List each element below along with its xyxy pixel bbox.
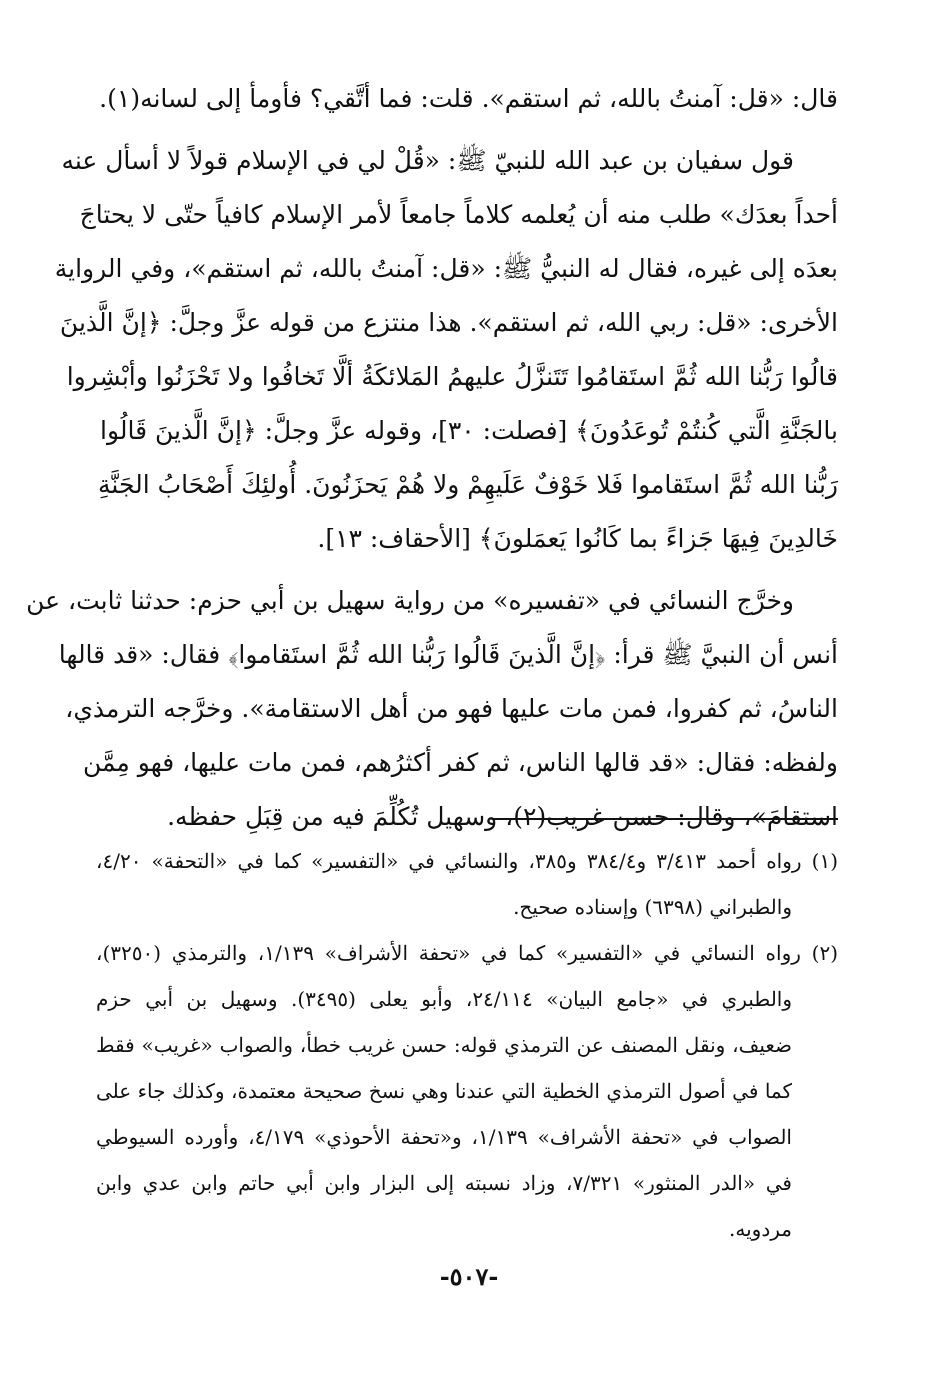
page-number: -٥٠٧- — [439, 1262, 499, 1291]
text-line: رَبُّنا الله ثُمَّ استَقاموا فَلا خَوْفٌ عَلَيهِمْ ولا هُمْ يَحزَنُونَ. أُولئِكَ أَصْحَابُ الجَنَّةِ — [98, 470, 838, 499]
text-line: الأخرى: «قل: ربي الله، ثم استقم». هذا منتزع من قوله عزَّ وجلَّ: ﴿إنَّ الَّذينَ — [59, 308, 838, 337]
footnote-line: في «الدر المنثور» ٧/٣٢١، وزاد نسبته إلى البزار وابن أبي حاتم وابن عدي وابن — [96, 1171, 792, 1195]
text-line: بالجَنَّةِ الَّتي كُنتُمْ تُوعَدُونَ﴾ [فصلت: ٣٠]، وقوله عزَّ وجلَّ: ﴿إنَّ الَّذينَ قَالُوا — [100, 416, 838, 445]
text-line: وخرَّج النسائي في «تفسيره» من رواية سهيل بن أبي حزم: حدثنا ثابت، عن — [26, 586, 794, 615]
text-line: قالُوا رَبُّنا الله ثُمَّ استَقامُوا تَتَنزَّلُ عليهمُ المَلائكَةُ ألَّا تَخافُوا ولا تَحْزَنُوا وأبْشِروا — [66, 362, 838, 391]
paragraph — [54, 134, 838, 566]
text-line: خَالدِينَ فِيهَا جَزاءً بما كَانُوا يَعمَلونَ﴾ [الأحقاف: ١٣]. — [317, 524, 838, 553]
text-line: الناسُ، ثم كفروا، فمن مات عليها فهو من أهل الاستقامة». وخرَّجه الترمذي، — [65, 694, 838, 723]
footnote-line: (٢) رواه النسائي في «التفسير» كما في «تحفة الأشراف» ١/١٣٩، والترمذي (٣٢٥٠)، — [96, 941, 838, 965]
paragraph-gap — [100, 566, 838, 574]
text-line: بعدَه إلى غيره، فقال له النبيُّ ﷺ: «قل: آمنتُ بالله، ثم استقم»، وفي الرواية — [54, 254, 838, 283]
footnote-line: (١) رواه أحمد ٣/٤١٣ و٣٨٤/٤ و٣٨٥، والنسائي في «التفسير» كما في «التحفة» ٤/٢٠، — [96, 849, 838, 873]
text-line: استقامَ»، وقال: حسن غريب(٢)، وسهيل تُكُلِّمَ فيه من قِبَلِ حفظه. — [167, 802, 838, 831]
text-line: أنس أن النبيَّ ﷺ قرأ: ﴿إنَّ الَّذينَ قَالُوا رَبُّنا الله ثُمَّ استَقاموا﴾ فقال: «قد قالها — [58, 640, 838, 669]
text-line: قال: «قل: آمنتُ بالله، ثم استقم». قلت: فما أتَّقي؟ فأومأ إلى لسانه(١). — [99, 84, 838, 113]
footnote-line: والطبري في «جامع البيان» ٢٤/١١٤، وأبو يعلى (٣٤٩٥). وسهيل بن أبي حزم — [96, 987, 793, 1011]
footnote-line: كما في أصول الترمذي الخطية التي عندنا وهي نسخ صحيحة معتمدة، وكذلك جاء على — [96, 1079, 792, 1103]
footnote-line: ضعيف، ونقل المصنف عن الترمذي قوله: حسن غريب خطأ، والصواب «غريب» فقط — [96, 1033, 792, 1057]
paragraph-gap — [100, 126, 838, 134]
paragraph — [100, 72, 838, 126]
footnote-2 — [96, 930, 838, 1252]
footnote-separator — [493, 818, 838, 820]
text-line: قول سفيان بن عبد الله للنبيّ ﷺ: «قُلْ لي في الإسلام قولاً لا أسأل عنه — [61, 146, 794, 175]
footnote-line: مردويه. — [729, 1217, 792, 1241]
text-line: أحداً بعدَك» طلب منه أن يُعلمه كلاماً جامعاً لأمر الإسلام كافياً حتّى لا يحتاجَ — [79, 200, 838, 229]
footnotes — [96, 838, 838, 1252]
paragraph — [26, 574, 838, 844]
main-text — [26, 72, 838, 844]
text-line: ولفظه: فقال: «قد قالها الناس، ثم كفر أكثرُهم، فمن مات عليها، فهو مِمَّن — [82, 748, 838, 777]
footnote-line: والطبراني (٦٣٩٨) وإسناده صحيح. — [513, 895, 792, 919]
footnote-1 — [96, 838, 838, 930]
footnote-line: الصواب في «تحفة الأشراف» ١/١٣٩، و«تحفة الأحوذي» ٤/١٧٩، وأورده السيوطي — [96, 1125, 792, 1149]
